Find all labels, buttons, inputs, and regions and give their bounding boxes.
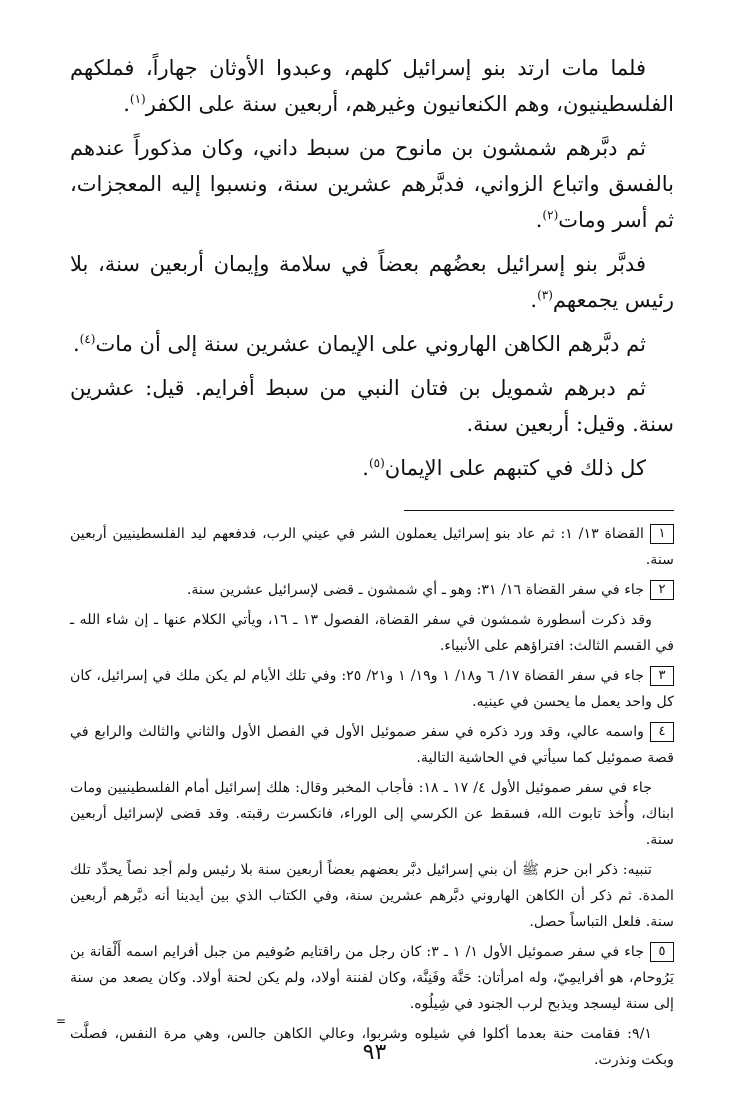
paragraph-3: فدبَّر بنو إسرائيل بعضُهم بعضاً في سلامة وإيمان أربعين سنة، بلا رئيس يجمعهم$^{(٣)}$. [70, 252, 674, 312]
paragraph-6: كل ذلك في كتبهم على الإيمان$^{(٥)}$. [362, 456, 646, 480]
paragraph-1: فلما مات ارتد بنو إسرائيل كلهم، وعبدوا الأوثان جهاراً، فملكهم الفلسطينيون، وهم الكنعانيون وغيرهم، أربعين سنة على الكفر$^{(١)}$. [70, 56, 674, 116]
footnote-ref-5[interactable]: (٥) [368, 456, 385, 470]
footnote-4-note: تنبيه: ذكر ابن حزم ﷺ أن بني إسرائيل دبَّر بعضهم بعضاً أربعين سنة بلا رئيس ولم أجد نصاً يحدِّد تلك المدة. ثم ذكر أن الكاهن الهاروني دبَّرهم عشرين سنة، وفي الكتاب الذي بين أيدينا أنه دبَّرهم أربعين سنة. فلعل التباساً حصل. [70, 862, 674, 930]
footnote-number-4: ٤ [650, 722, 674, 742]
page-number: ٩٣ [362, 1040, 387, 1065]
footnote-3: ٣جاء في سفر القضاة ١٧/ ٦ و١٨/ ١ و١٩/ ١ و٢١/ ٢٥: وفي تلك الأيام لم يكن ملك في إسرائيل، كان كل واحد يعمل ما يحسن في عينيه. [70, 668, 674, 710]
footnote-number-5: ٥ [650, 942, 674, 962]
footnote-ref-3[interactable]: (٣) [537, 288, 553, 302]
footnote-ref-1[interactable]: (١) [129, 92, 146, 106]
footnote-ref-2[interactable]: (٢) [542, 208, 559, 222]
footnote-separator [404, 510, 674, 511]
paragraph-5: ثم دبرهم شمويل بن فتان النبي من سبط أفرايم. قيل: عشرين سنة. وقيل: أربعين سنة. [70, 376, 674, 436]
footnote-5: ٥جاء في سفر صموئيل الأول ١/ ١ ـ ٣: كان رجل من راقتايم صُوفيم من جبل أفرايم اسمه أَلْقانة بن يَرُوحام، هو أفرايمِيّ، وله امرأتان: حَنَّة وفَنِنَّة، وكان لفننة أولاد، ولم يكن لحنة أولاد. وكان يصعد من سنة إلى سنة ليسجد ويذبح لرب الجنود في شِيلُوه. [70, 944, 674, 1012]
footnote-2: ٢جاء في سفر القضاة ١٦/ ٣١: وهو ـ أي شمشون ـ قضى لإسرائيل عشرين سنة. [70, 577, 674, 603]
footnote-ref-4[interactable]: (٤) [79, 332, 96, 346]
footnote-number-3: ٣ [650, 666, 674, 686]
footnote-4: ٤واسمه عالي، وقد ورد ذكره في سفر صموئيل الأول في الفصل الأول والثاني والثالث والرابع في قصة صموئيل كما سيأتي في الحاشية التالية. [70, 724, 674, 766]
footnote-number-2: ٢ [650, 580, 674, 600]
footnote-5-continued: ٩/١: فقامت حنة بعدما أكلوا في شيلوه وشربوا، وعالي الكاهن جالس، وهي مرة النفس، فصلَّت وبكت ونذرت. [70, 1026, 674, 1068]
footnote-1: ١القضاة ١٣/ ١: ثم عاد بنو إسرائيل يعملون الشر في عيني الرب، فدفعهم ليد الفلسطينيين أربعين سنة. [70, 526, 674, 568]
footnote-2-continued: وقد ذكرت أسطورة شمشون في سفر القضاة، الفصول ١٣ ـ ١٦، ويأتي الكلام عنها ـ إن شاء الله ـ في القسم الثالث: افتراؤهم على الأنبياء. [70, 612, 674, 654]
main-text [70, 50, 674, 486]
paragraph-2: ثم دبَّرهم شمشون بن مانوح من سبط داني، وكان مذكوراً عندهم بالفسق واتباع الزواني، فدبَّرهم عشرين سنة، ونسبوا إليه المعجزات، ثم أسر ومات$^{(٢)}$. [70, 136, 674, 232]
page-content [70, 50, 674, 1073]
footnotes [70, 521, 674, 1073]
edge-mark: = [56, 1014, 67, 1028]
footnote-number-1: ١ [650, 524, 674, 544]
footnote-4-continued: جاء في سفر صموئيل الأول ٤/ ١٧ ـ ١٨: فأجاب المخبر وقال: هلك إسرائيل أمام الفلسطينيين ومات ابناك، وأُخذ تابوت الله، فسقط عن الكرسي إلى الوراء، فانكسرت رقبته. وقد قضى لإسرائيل أربعين سنة. [70, 780, 674, 848]
paragraph-4: ثم دبَّرهم الكاهن الهاروني على الإيمان عشرين سنة إلى أن مات$^{(٤)}$. [72, 332, 646, 356]
